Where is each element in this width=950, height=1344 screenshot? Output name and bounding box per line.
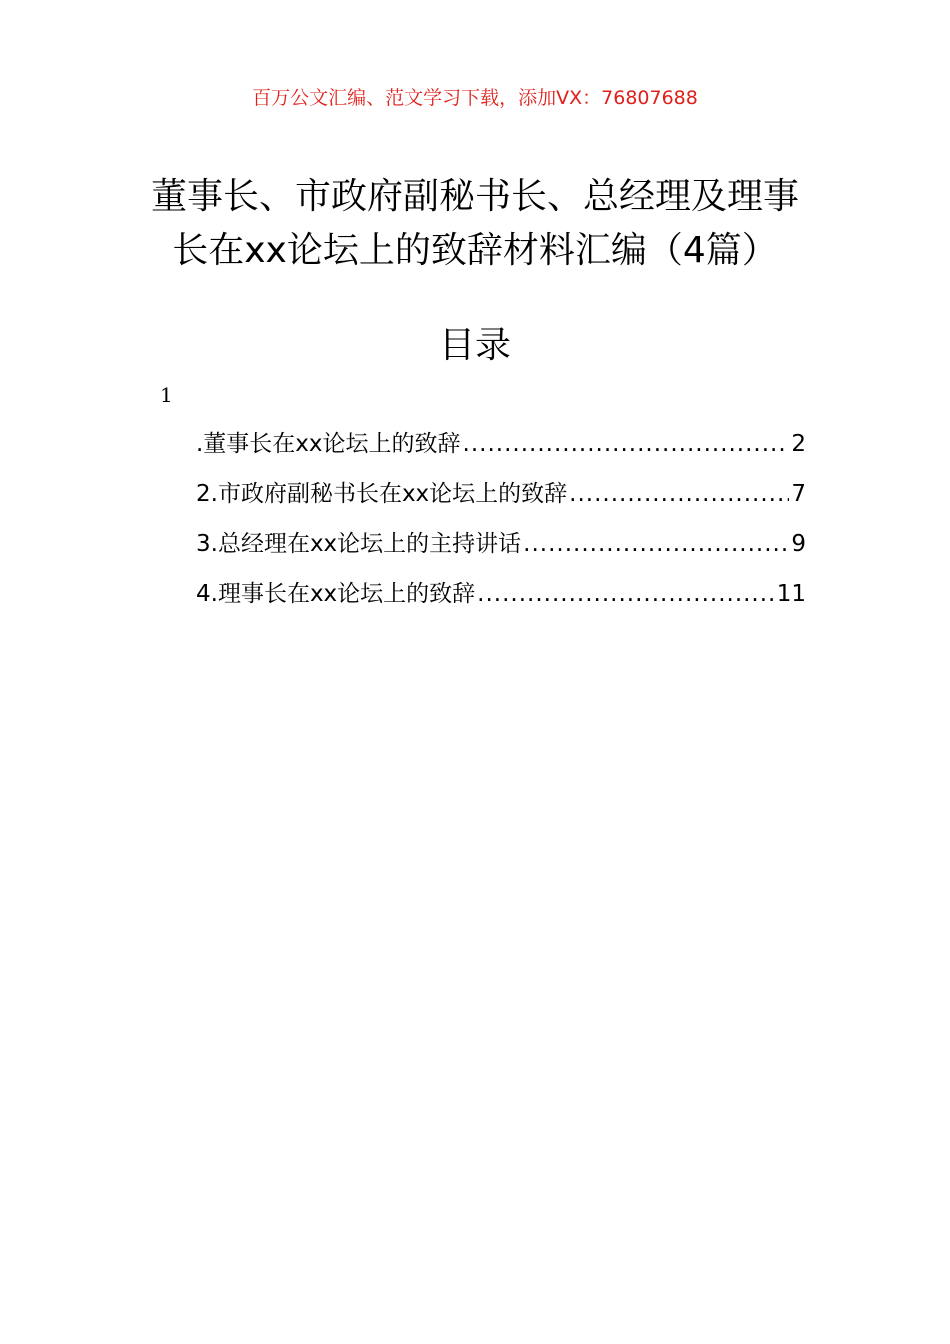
toc-entry-1[interactable]: [196, 424, 806, 474]
toc-entry-page: 11: [776, 581, 806, 607]
toc-dot-leader: [569, 474, 789, 514]
toc-number-label: 1: [160, 383, 173, 407]
toc-entry-page: 7: [791, 481, 806, 507]
header-note: 百万公文汇编、范文学习下载，添加VX：76807688: [252, 87, 698, 109]
table-of-contents: [196, 424, 806, 624]
toc-entry-title: 2.市政府副秘书长在xx论坛上的致辞: [196, 481, 568, 507]
toc-dot-leader: [477, 574, 775, 614]
document-title-line-2: 长在xx论坛上的致辞材料汇编（4篇）: [172, 230, 778, 271]
toc-entry-page: 2: [791, 431, 806, 457]
toc-entry-title: 4.理事长在xx论坛上的致辞: [196, 581, 476, 607]
toc-dot-leader: [463, 424, 790, 464]
toc-entry-title: .董事长在xx论坛上的致辞: [196, 431, 461, 457]
toc-entry-3[interactable]: [196, 524, 806, 574]
toc-entry-4[interactable]: [196, 574, 806, 624]
toc-dot-leader: [523, 524, 789, 564]
toc-heading: 目录: [438, 325, 511, 366]
toc-entry-2[interactable]: [196, 474, 806, 524]
document-title-line-1: 董事长、市政府副秘书长、总经理及理事: [150, 176, 799, 217]
toc-entry-title: 3.总经理在xx论坛上的主持讲话: [196, 531, 522, 557]
toc-entry-page: 9: [791, 531, 806, 557]
document-title: [110, 170, 840, 278]
